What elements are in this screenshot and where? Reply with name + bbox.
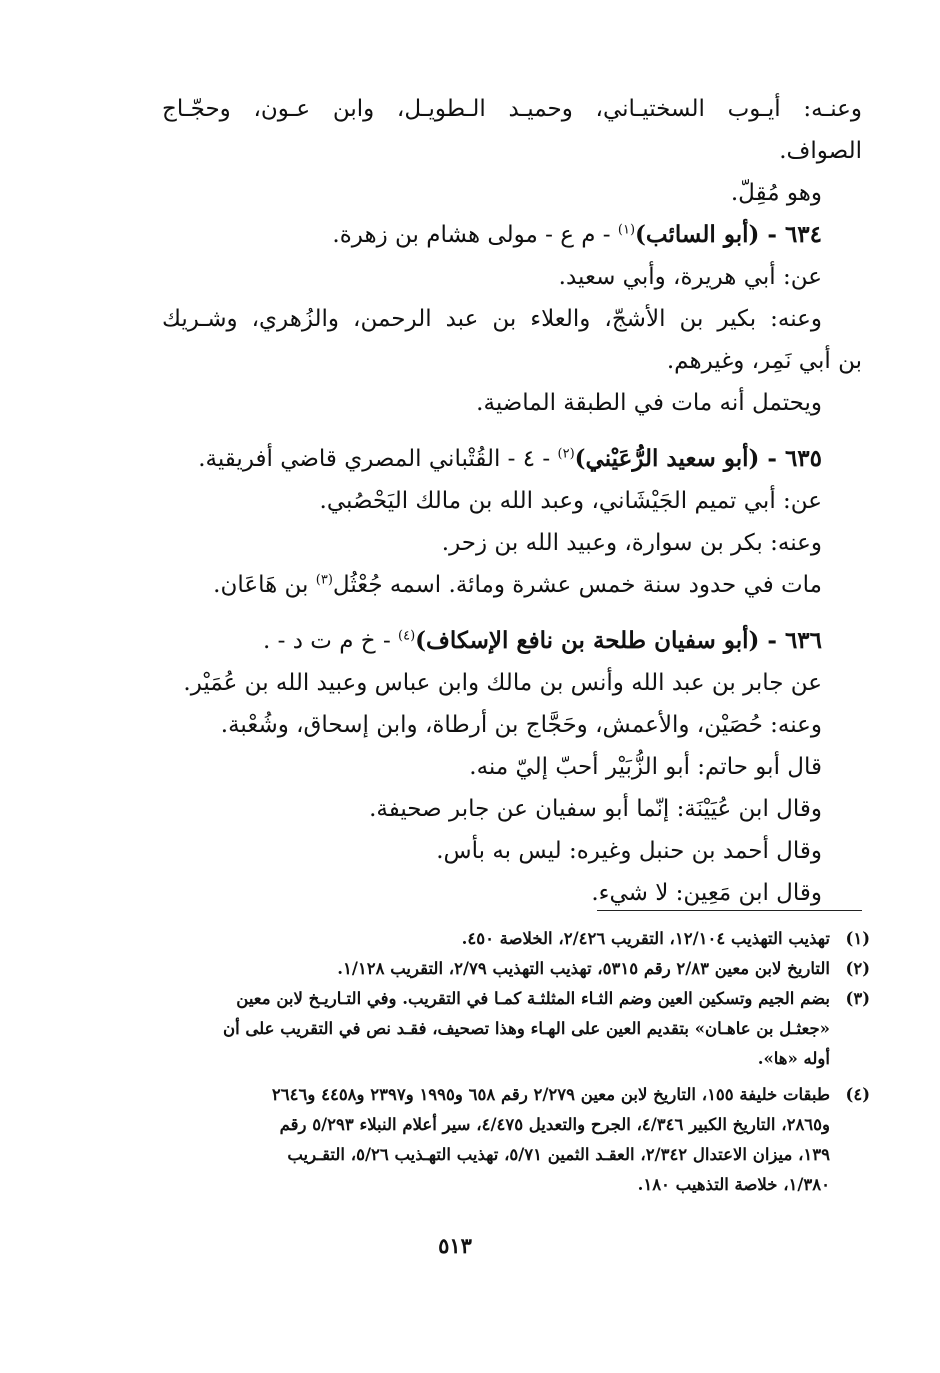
death-text: مات في حدود سنة خمس عشرة ومائة. اسمه جُعْثُل bbox=[332, 572, 822, 598]
footnote-line: أوله «ها». bbox=[757, 1049, 830, 1068]
footnote-ref: (٢) bbox=[557, 446, 575, 462]
text-line: ويحتمل أنه مات في الطبقة الماضية. bbox=[476, 390, 822, 416]
entry-heading: ٦٣٦ - (أبو سفيان طلحة بن نافع الإسكاف) bbox=[415, 627, 822, 654]
entry-636 bbox=[162, 620, 862, 662]
entry-635 bbox=[162, 438, 862, 480]
footnote-line: «جعثـل بن عاهـان» بتقديم العين على الهـاء وهذا تصحيف، فقـد نص في التقريب على أن bbox=[222, 1019, 830, 1038]
footnote-line: طبقات خليفة ١٥٥، التاريخ لابن معين ٢/٢٧٩ رقم ٦٥٨ و١٩٩٥ و٢٣٩٧ و٤٤٥٨ و٢٦٤٦ bbox=[271, 1085, 830, 1104]
footnote-ref: (٤) bbox=[398, 628, 416, 644]
footnote-line: ١٣٩، ميزان الاعتدال ٢/٣٤٢، العقـد الثمين ٥/٧١، تهذيب التهـذيب ٥/٢٦، التقـريب bbox=[287, 1145, 830, 1164]
footnote-line: التاريخ لابن معين ٢/٨٣ رقم ٥٣١٥، تهذيب التهذيب ٢/٧٩، التقريب ١/١٢٨. bbox=[337, 959, 830, 978]
footnote-line: ١/٣٨٠، خلاصة التذهيب ١٨٠. bbox=[637, 1175, 830, 1194]
text-line: عن جابر بن عبد الله وأنس بن مالك وابن عباس وعبيد الله بن عُمَيْر. bbox=[183, 670, 822, 696]
text-line: قال أبو حاتم: أبو الزُّبَيْر أحبّ إليّ منه. bbox=[469, 754, 822, 780]
footnote-divider bbox=[597, 910, 862, 911]
text-line: وقال أحمد بن حنبل وغيره: ليس به بأس. bbox=[436, 838, 822, 864]
footnote-line: و٢٨٦٥، التاريخ الكبير ٤/٣٤٦، الجرح والتعديل ٤/٤٧٥، سير أعلام النبلاء ٥/٢٩٣ رقم bbox=[279, 1115, 830, 1134]
text-line: وعنه: حُصَيْن، والأعمش، وحَجَّاج بن أرطاة، وابن إسحاق، وشُعْبة. bbox=[220, 712, 822, 738]
entry-text: - ٤ - القُتْباني المصري قاضي أفريقية. bbox=[198, 446, 558, 472]
entry-heading: ٦٣٥ - (أبو سعيد الرُّعَيْني) bbox=[574, 445, 822, 472]
footnote-4 bbox=[158, 1080, 870, 1200]
footnote-number: (٤) bbox=[845, 1085, 870, 1104]
text-line bbox=[162, 564, 862, 606]
text-line: وقال ابن عُيَيْنَة: إنّما أبو سفيان عن جابر صحيفة. bbox=[369, 796, 822, 822]
entry-text: - خ م ت د - . bbox=[263, 628, 399, 654]
name-text: بن هَاعَان. bbox=[213, 572, 316, 598]
entry-text: - م ع - مولى هشام بن زهرة. bbox=[332, 222, 618, 248]
footnote-3 bbox=[158, 984, 870, 1074]
text-line: وعنـه: أيـوب السختيـاني، وحميـد الـطويـل، وابن عـون، وحجّـاج bbox=[162, 96, 862, 122]
footnote-number: (٢) bbox=[845, 959, 870, 978]
text-line: وعنه: بكير بن الأشجّ، والعلاء بن عبد الرحمن، والزُهري، وشـريك bbox=[162, 306, 822, 332]
text-line: عن: أبي تميم الجَيْشَاني، وعبد الله بن مالك اليَحْصُبي. bbox=[319, 488, 822, 514]
footnote-line: بضم الجيم وتسكين العين وضم الثـاء المثلثـة كمـا في التقريب. وفي التـاريـخ لابن معين bbox=[236, 989, 830, 1008]
entry-heading: ٦٣٤ - (أبو السائب) bbox=[635, 221, 822, 248]
text-line: عن: أبي هريرة، وأبي سعيد. bbox=[558, 264, 822, 290]
text-line: الصواف. bbox=[779, 138, 862, 164]
footnote-ref: (١) bbox=[617, 222, 636, 238]
text-line: وقال ابن مَعِين: لا شيء. bbox=[591, 880, 822, 906]
footnote-line: تهذيب التهذيب ١٢/١٠٤، التقريب ٢/٤٢٦، الخلاصة ٤٥٠. bbox=[461, 929, 830, 948]
footnote-ref: (٣) bbox=[315, 572, 333, 588]
footnotes bbox=[158, 924, 870, 1200]
footnote-number: (١) bbox=[845, 929, 870, 948]
footnote-2 bbox=[158, 954, 870, 984]
main-text bbox=[162, 88, 862, 914]
text-line: بن أبي نَمِر، وغيرهم. bbox=[666, 348, 862, 374]
text-line: وعنه: بكر بن سوارة، وعبيد الله بن زحر. bbox=[441, 530, 822, 556]
text-line: وهو مُقِلّ. bbox=[730, 180, 822, 206]
footnote-1 bbox=[158, 924, 870, 954]
entry-634 bbox=[162, 214, 862, 256]
footnote-number: (٣) bbox=[845, 989, 870, 1008]
page-number: ٥١٣ bbox=[438, 1233, 472, 1258]
